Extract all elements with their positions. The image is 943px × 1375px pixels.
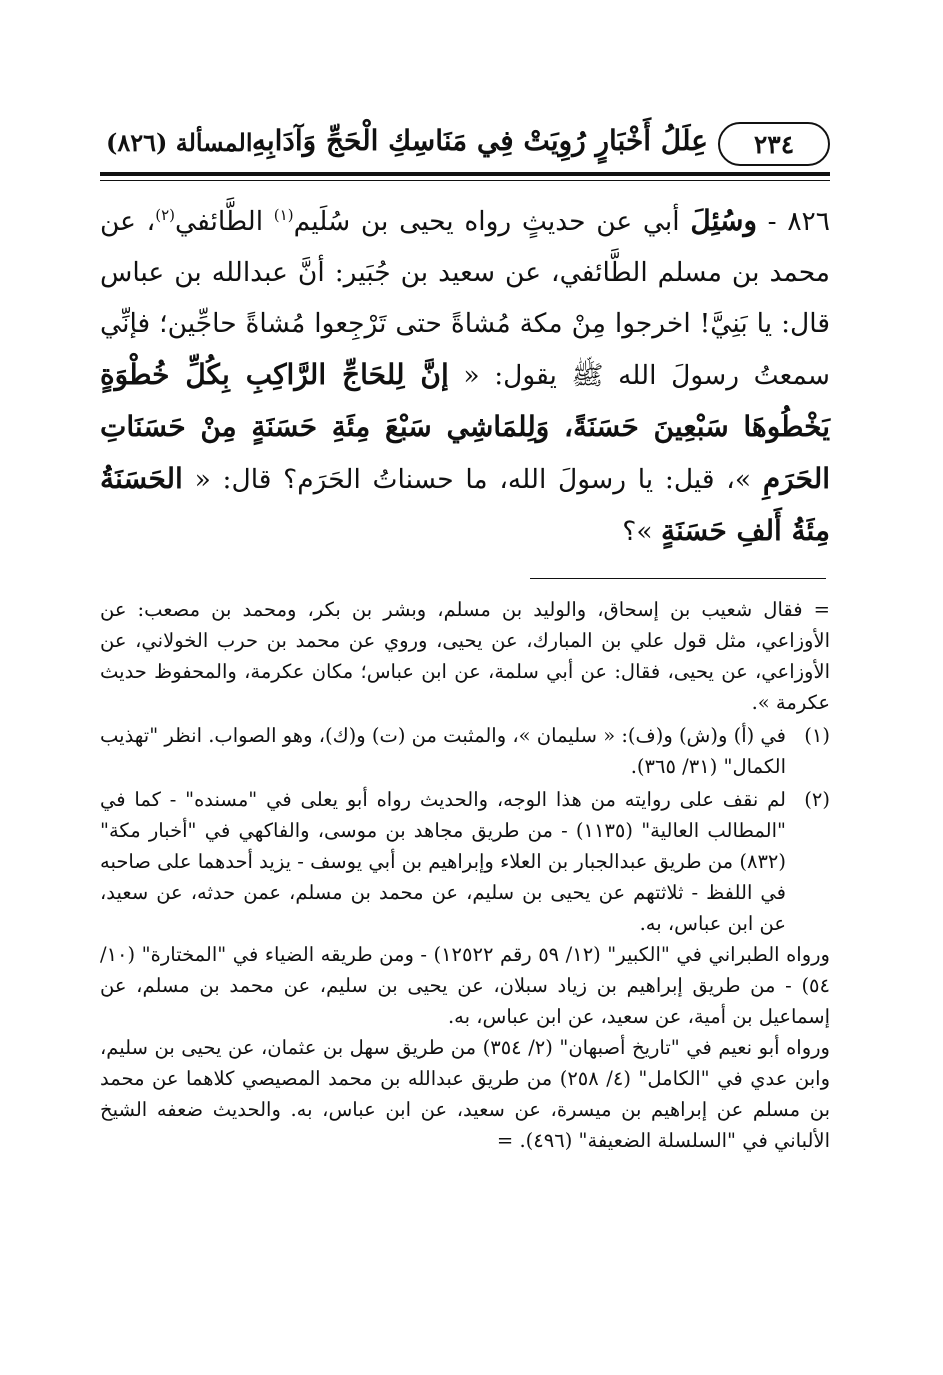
text-segment: »، قيل: يا رسولَ الله، ما حسناتُ الحَرَم؟ قال: « [182,464,763,495]
issue-number: ٨٢٦ - [757,206,831,237]
footnote-ref-2[interactable]: (٢) [155,206,175,225]
footnote-text: في (أ) و(ش) و(ف): « سليمان »، والمثبت من (ت) و(ك)، وهو الصواب. انظر "تهذيب الكمال" (٣١/ ٣٦٥). [100,724,786,778]
footnote-text: ورواه أبو نعيم في "تاريخ أصبهان" (٢/ ٣٥٤) من طريق سهل بن عثمان، عن يحيى بن سليم، وابن عدي في "الكامل" (٤/ ٢٥٨) من طريق عبدالله بن محمد المصيصي كلاهما عن محمد بن مسلم عن إبراهيم بن ميسرة، عن سعيد، عن ابن عباس، به. والحديث ضعفه الشيخ الألباني في "السلسلة الضعيفة" (٤٩٦). = [100,1036,830,1152]
footnote-separator [530,578,826,579]
hadith-text: الحَسَنَةُ مِئَةُ أَلفِ حَسَنَةٍ [100,462,830,547]
header-rule-thick [100,172,830,176]
footnote-number: (١) [804,724,830,747]
text-segment: ، عن محمد بن مسلم الطَّائفي، عن سعيد بن جُبَير: أنَّ عبدالله بن عباس قال: يا بَنِيَّ! اخرجوا مِنْ مكة مُشاةً حتى تَرْجِعوا مُشاةً حاجِّين؛ فإنِّي سمعتُ رسولَ الله ﷺ يقول: « [100,206,830,391]
page-number-badge [718,122,830,166]
footnote-ref-1[interactable]: (١) [273,206,294,225]
issue-paragraph [100,195,830,557]
issue-label: المسألة (٨٢٦) [106,128,253,157]
footnotes [100,594,830,1156]
question-verb: وسُئِلَ [690,204,757,237]
text-segment: الطَّائفي [175,206,274,237]
footnote-body [100,784,786,939]
footnote-continuation-text: = فقال شعيب بن إسحاق، والوليد بن مسلم، وبشر بن بكر، ومحمد بن مصعب: عن الأوزاعي، مثل قول علي بن المبارك، عن يحيى، وروي عن محمد بن حرب الخولاني، عن الأوزاعي، عن يحيى، فقال: عن أبي سلمة، عن ابن عباس؛ مكان عكرمة، والمحفوظ حديث عكرمة ». [100,598,830,714]
text-segment: »؟ [622,516,661,547]
header-rule-thin [100,180,830,181]
footnote-2-continued [100,939,830,1156]
footnote-body [100,720,786,782]
text-segment: أبي عن حديثٍ رواه يحيى بن سُلَيم [293,206,691,237]
footnote-2 [100,784,830,939]
footnote-continuation [100,594,830,718]
footnote-text: لم نقف على روايته من هذا الوجه، والحديث رواه أبو يعلى في "مسنده" - كما في "المطالب العالية" (١١٣٥) - من طريق مجاهد بن موسى، والفاكهي في "أخبار مكة" (٨٣٢) من طريق عبدالجبار بن العلاء وإبراهيم بن أبي يوسف - يزيد أحدهما على صاحبه في اللفظ - ثلاثتهم عن يحيى بن سليم، عن محمد بن مسلم، عمن حدثه، عن سعيد، عن ابن عباس، به. [100,788,786,935]
page-header [100,118,830,172]
page-number: ٢٣٤ [753,129,795,159]
footnote-text: ورواه الطبراني في "الكبير" (١٢/ ٥٩ رقم ١٢٥٢٢) - ومن طريقه الضياء في "المختارة" (١٠/ ٥٤) - من طريق إبراهيم بن زياد سبلان، عن يحيى بن سليم، عن محمد بن مسلم، عن إسماعيل بن أمية، عن سعيد، عن ابن عباس، به. [100,943,830,1028]
running-title: عِلَلُ أَخْبَارٍ رُوِيَتْ فِي مَنَاسِكِ الْحَجِّ وَآدَابِهِ [251,124,708,157]
hadith-text: إنَّ لِلحَاجِّ الرَّاكِبِ بِكُلِّ خُطْوَةٍ يَخْطُوهَا سَبْعِينَ حَسَنَةً، وَلِلمَاشِي سَبْعَ مِئَةِ حَسَنَةٍ مِنْ حَسَنَاتِ الحَرَمِ [100,358,830,495]
footnote-number: (٢) [804,788,830,811]
footnote-1 [100,720,830,782]
main-text [100,195,830,557]
